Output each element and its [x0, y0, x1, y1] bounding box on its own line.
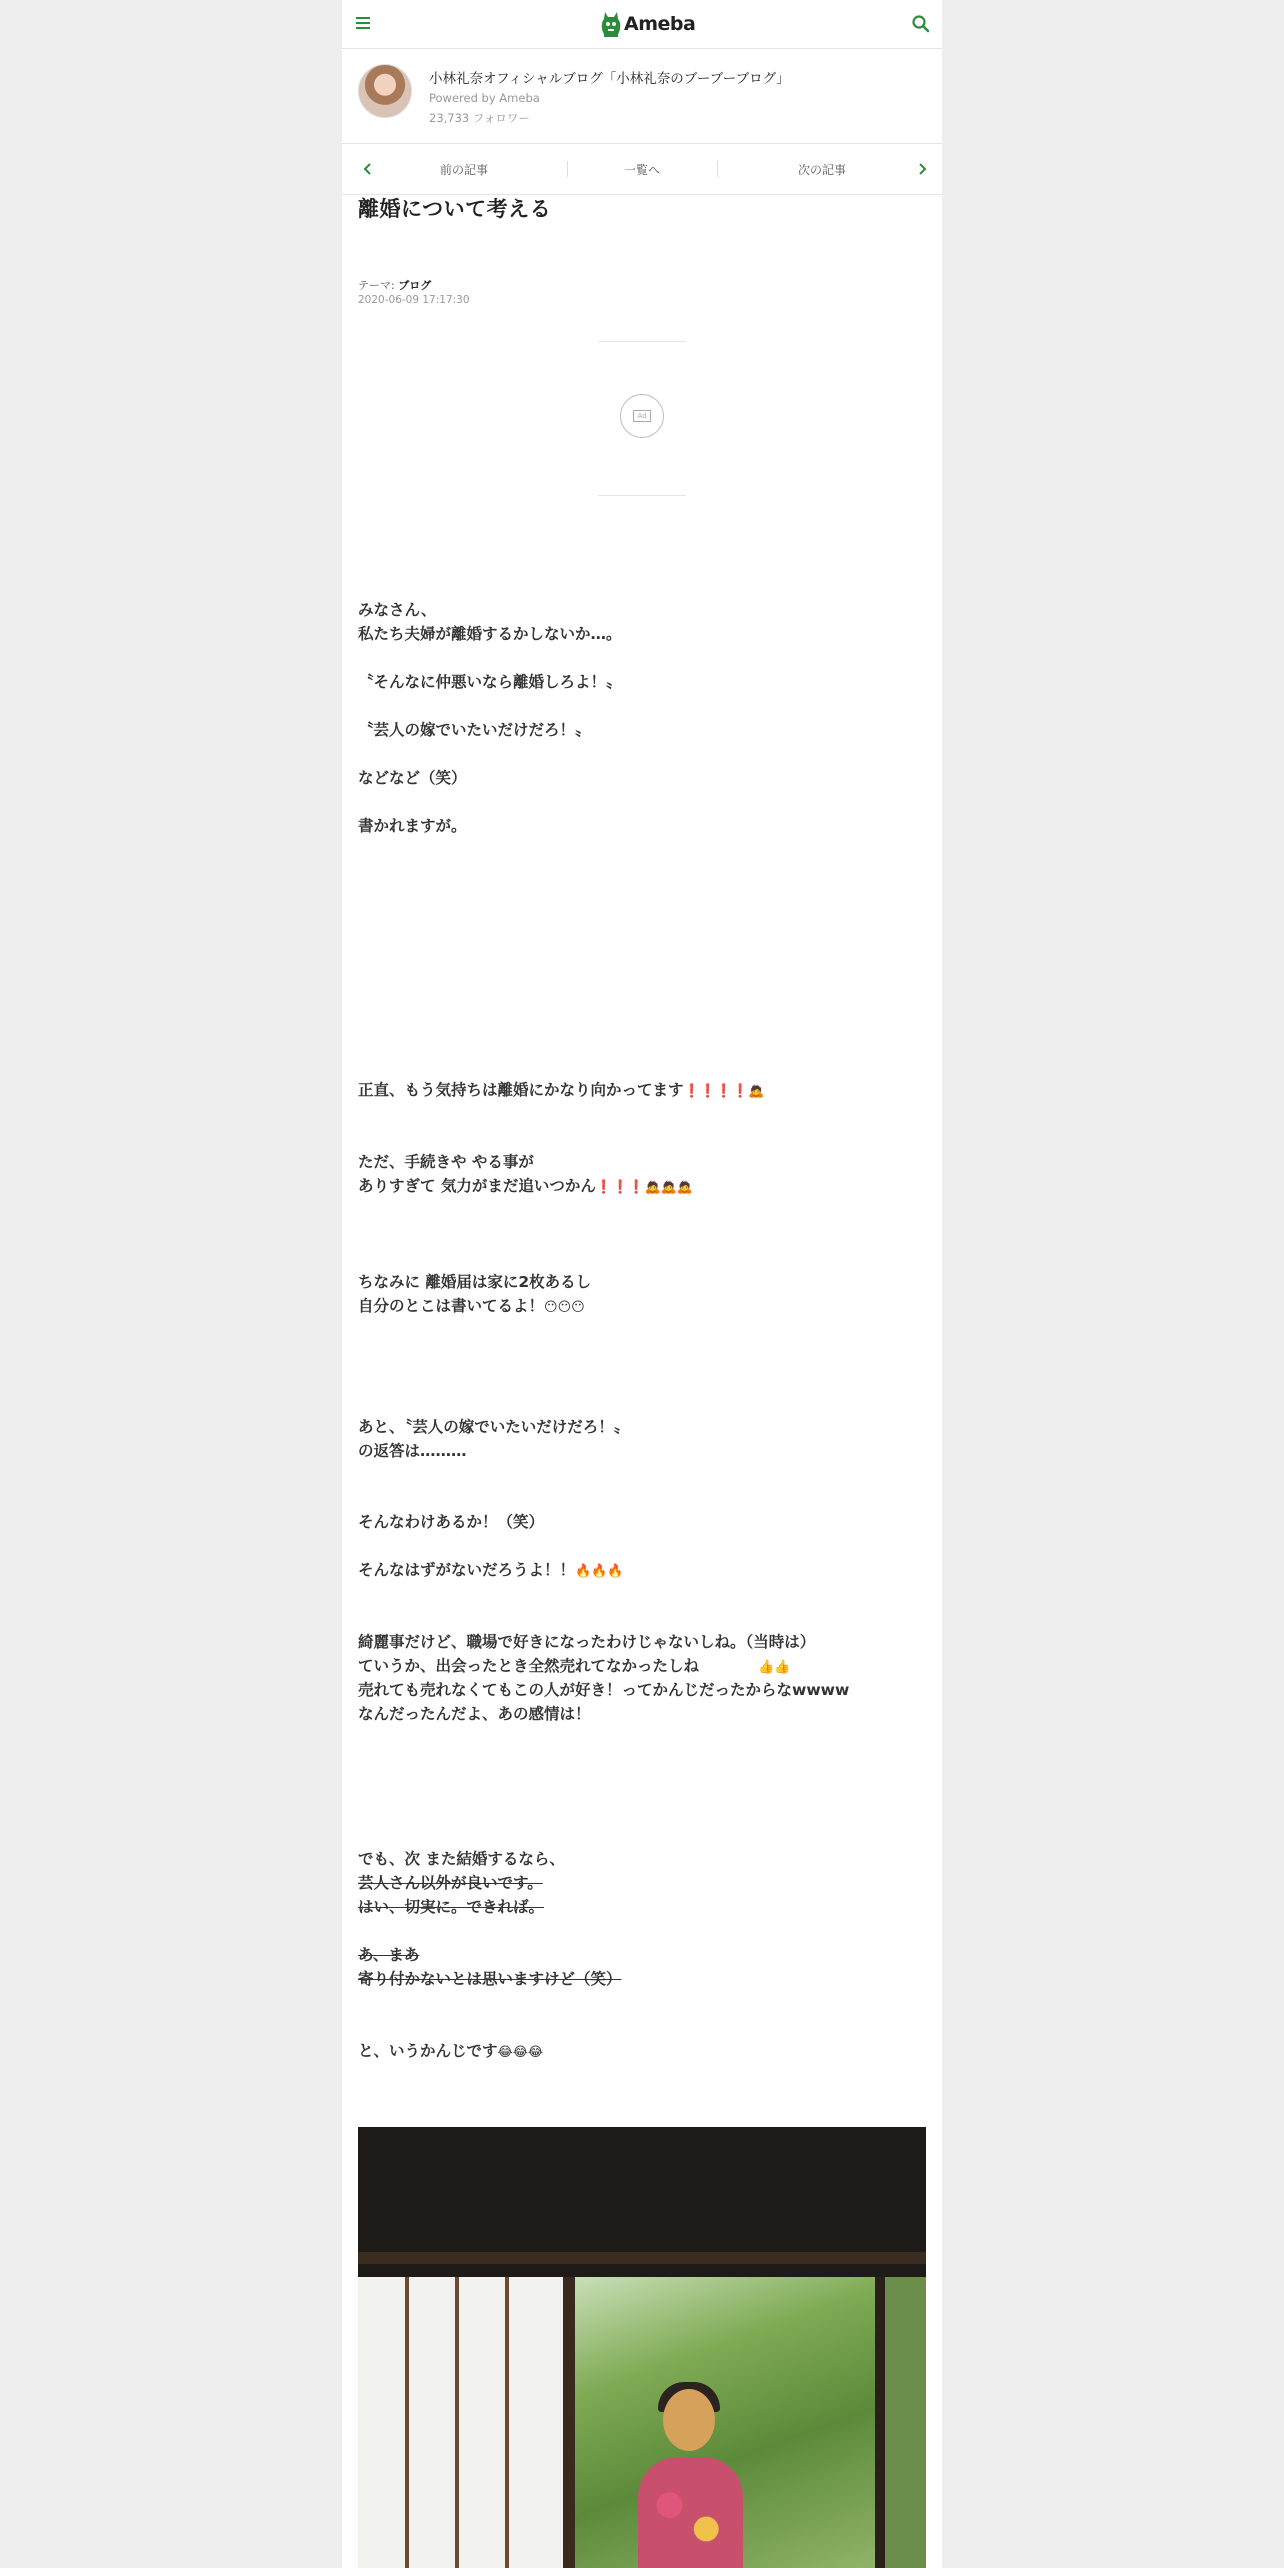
body-paragraph: みなさん、 私たち夫婦が離婚するかしないか…。 〝そんなに仲悪いなら離婚しろよ！〟 〝芸人の嫁でいたいだけだろ！〟 などなど（笑） 書かれますが。: [358, 601, 622, 835]
pager-divider: [717, 161, 718, 177]
ameba-mascot-icon: [600, 10, 622, 38]
photo-shoji: [358, 2277, 563, 2568]
logo-text: Ameba: [624, 13, 696, 35]
exclamation-emoji: ❗❗❗: [595, 1180, 645, 1195]
hamburger-menu-icon[interactable]: [353, 14, 373, 34]
body-paragraph: [358, 1510, 624, 1584]
article-title: 離婚について考える: [358, 197, 552, 221]
body-text: 綺麗事だけど、職場で好きになったわけじゃないしね。（当時は） ていうか、出会ったとき全然売れてなかったしね 売れても売れなくてもこの人が好き！ってかんじだったからなwwww なんだったんだよ、あの感情は！: [358, 1633, 850, 1723]
bowing-emoji: 🙇: [748, 1084, 765, 1099]
search-icon[interactable]: [910, 13, 932, 35]
body-paragraph: [358, 1270, 591, 1320]
bowing-emoji: 🙇🙇🙇: [644, 1180, 694, 1195]
article-header: [358, 193, 926, 420]
ad-slot[interactable]: [598, 341, 686, 496]
body-text: と、いうかんじです: [358, 2042, 498, 2060]
body-text: ちなみに 離婚届は家に2枚あるし 自分のとこは書いてるよ！: [358, 1273, 592, 1315]
photo-person-body: [638, 2457, 743, 2568]
chevron-right-icon[interactable]: [912, 159, 932, 179]
theme-label: テーマ:: [358, 279, 395, 292]
strikethrough-text: あ、まあ 寄り付かないとは思いますけど（笑）: [358, 1946, 622, 1988]
photo-person-head: [663, 2389, 715, 2451]
body-paragraph: でも、次 また結婚するなら、: [358, 1850, 565, 1868]
thumbs-up-emoji: 👍👍: [758, 1660, 791, 1675]
photo-garden: [885, 2277, 926, 2568]
powered-by: Powered by Ameba: [429, 91, 540, 105]
top-bar: [342, 0, 942, 49]
article-list-link[interactable]: 一覧へ: [624, 163, 661, 177]
ad-label: Ad: [633, 410, 651, 422]
fire-emoji: 🔥🔥🔥: [575, 1564, 624, 1579]
theme-link[interactable]: ブログ: [398, 279, 432, 292]
blog-page: [342, 0, 942, 2568]
speechless-emoji: 😶😶😶: [544, 1300, 585, 1315]
photo-beam: [358, 2252, 926, 2264]
exclamation-emoji: ❗❗❗❗: [683, 1084, 749, 1099]
photo-frame: [875, 2277, 885, 2568]
follower-count: 23,733 フォロワー: [429, 111, 530, 125]
article-pager: [342, 144, 942, 195]
blog-header: [342, 49, 942, 144]
pager-divider: [567, 161, 568, 177]
body-paragraph: [358, 1078, 764, 1104]
ameba-logo[interactable]: [600, 9, 695, 39]
chevron-left-icon[interactable]: [358, 159, 378, 179]
body-paragraph: [358, 2039, 543, 2065]
blog-title[interactable]: 小林礼奈オフィシャルブログ「小林礼奈のブーブーブログ」: [429, 71, 790, 87]
body-text: ただ、手続きや やる事が ありすぎて 気力がまだ追いつかん: [358, 1153, 596, 1195]
next-article-link[interactable]: 次の記事: [798, 163, 847, 177]
ad-icon: [620, 394, 664, 438]
body-paragraph: [358, 1150, 693, 1200]
body-text: 正直、もう気持ちは離婚にかなり向かってます: [358, 1081, 684, 1099]
article-theme: [358, 277, 431, 293]
photo-frame: [563, 2277, 575, 2568]
article-photo[interactable]: [358, 2127, 926, 2568]
blog-avatar[interactable]: [358, 64, 412, 118]
prev-article-link[interactable]: 前の記事: [440, 163, 489, 177]
article-date: 2020-06-09 17:17:30: [358, 294, 470, 306]
strikethrough-text: 芸人さん以外が良いです。 はい、切実に。できれば。: [358, 1874, 545, 1916]
body-paragraph: あと、〝芸人の嫁でいたいだけだろ！〟 の返答は………: [358, 1418, 630, 1460]
laughing-emoji: 😂😂😂: [497, 2045, 544, 2060]
body-text: そんなわけあるか！（笑） そんなはずがないだろうよ！！: [358, 1513, 576, 1579]
